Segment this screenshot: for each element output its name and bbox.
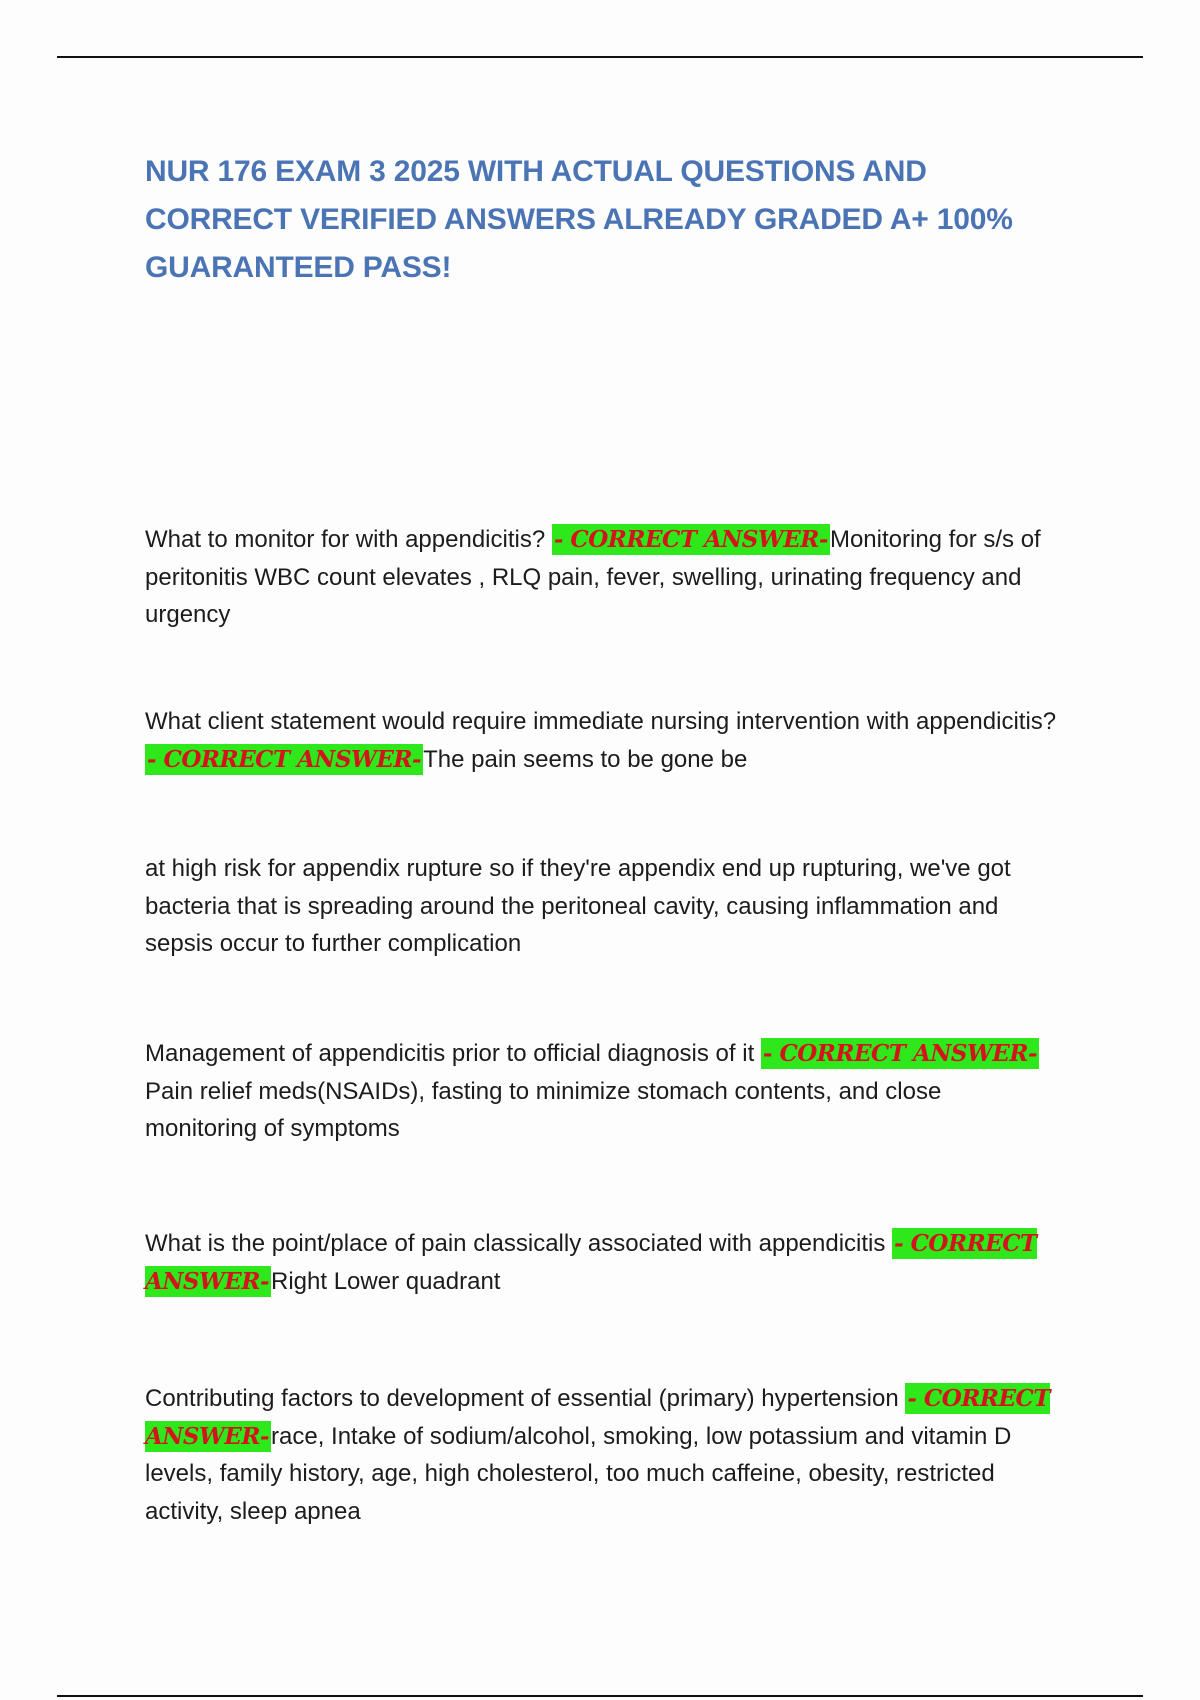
answer-text: race, Intake of sodium/alcohol, smoking, low potassium and vitamin D levels, family history, age, high cholesterol, too much caffeine, obesity, restricted activity, sleep apnea (145, 1422, 1012, 1525)
document-title: NUR 176 EXAM 3 2025 WITH ACTUAL QUESTIONS AND CORRECT VERIFIED ANSWERS ALREADY GRADED A+ 100% GUARANTEED PASS! (145, 155, 1013, 284)
answer-text: Right Lower quadrant (271, 1267, 501, 1295)
answer-continuation: at high risk for appendix rupture so if they're appendix end up rupturing, we've got bacteria that is spreading around the peritoneal cavity, causing inflammation and sepsis occur to further complication (145, 855, 1011, 957)
question-text: What is the point/place of pain classically associated with appendicitis (145, 1230, 893, 1257)
correct-answer-marker: - CORRECT ANSWER- (762, 1040, 1037, 1067)
qa-item (145, 1035, 1060, 1148)
answer-text: Pain relief meds(NSAIDs), fasting to minimize stomach contents, and close monitoring of symptoms (145, 1077, 942, 1142)
qa-item (145, 703, 1060, 778)
answer-text: Monitoring for s/s of peritonitis WBC count elevates , RLQ pain, fever, swelling, urinating frequency and urgency (145, 526, 1041, 628)
correct-answer-marker: - CORRECT ANSWER- (145, 1385, 1050, 1450)
qa-item (145, 1225, 1060, 1300)
top-rule (57, 56, 1143, 58)
qa-item (145, 1380, 1060, 1530)
correct-answer-marker: - CORRECT ANSWER- (145, 1230, 1037, 1295)
question-text: What to monitor for with appendicitis? (145, 526, 552, 553)
question-text: Management of appendicitis prior to official diagnosis of it (145, 1040, 761, 1067)
answer-text: The pain seems to be gone be (423, 745, 748, 773)
bottom-rule (57, 1695, 1143, 1697)
correct-answer-marker: - CORRECT ANSWER- (553, 526, 828, 553)
qa-item (145, 521, 1060, 634)
question-text: What client statement would require immediate nursing intervention with appendicitis? (145, 708, 1057, 735)
question-text: Contributing factors to development of essential (primary) hypertension (145, 1385, 906, 1412)
correct-answer-marker: - CORRECT ANSWER- (147, 745, 422, 773)
